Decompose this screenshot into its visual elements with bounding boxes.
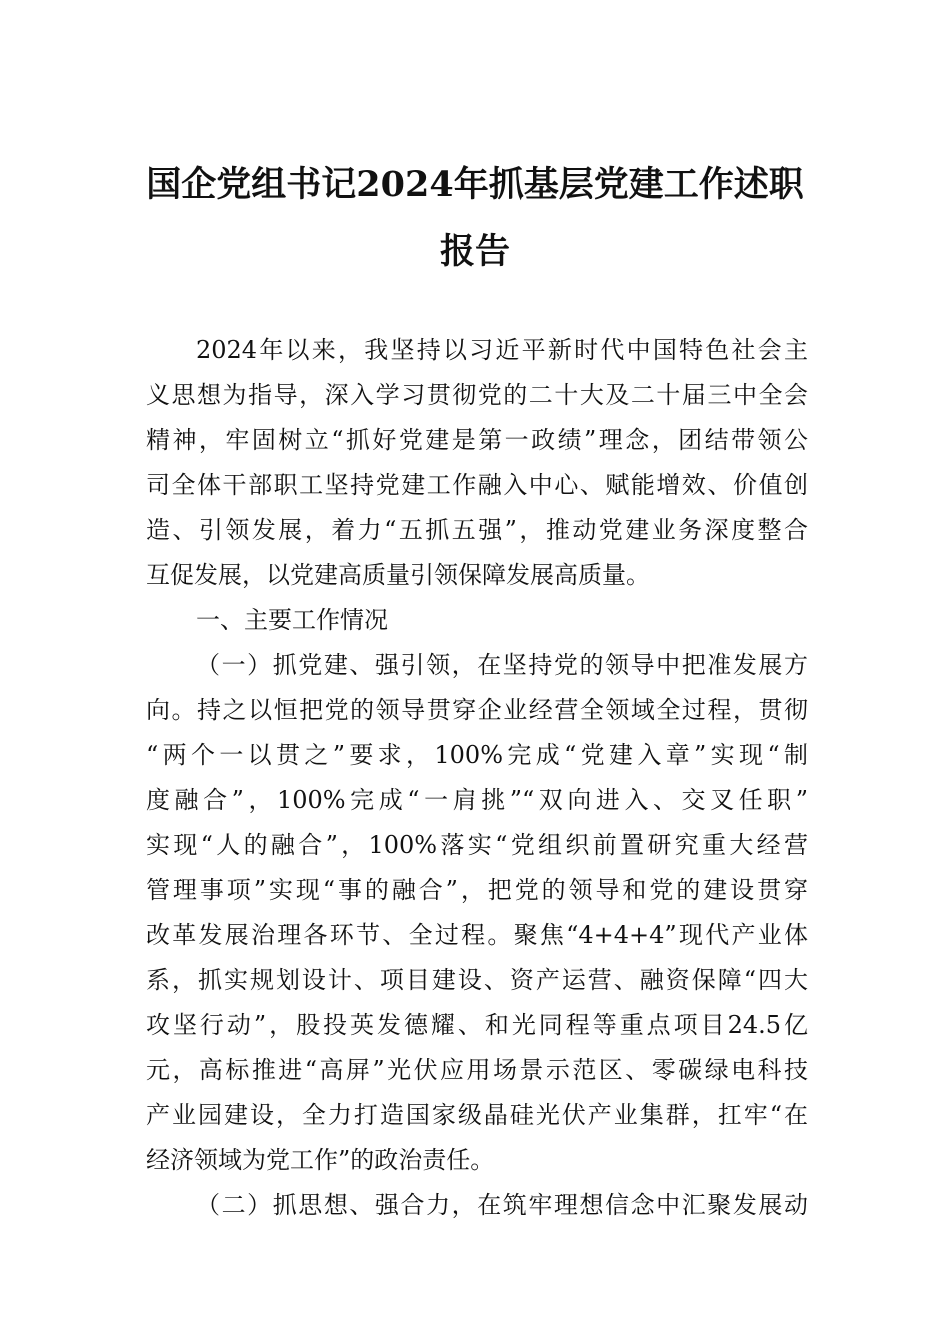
document-title-line-1: 国企党组书记2024年抓基层党建工作述职 [146,164,804,205]
subsection-1-line: 产业园建设，全力打造国家级晶硅光伏产业集群，扛牢“在 [146,1101,808,1129]
subsection-1-line: （一）抓党建、强引领，在坚持党的领导中把准发展方 [196,651,808,679]
subsection-1-line: 攻坚行动”，股投英发德耀、和光同程等重点项目24.5亿 [146,1011,808,1039]
intro-paragraph-line: 精神，牢固树立“抓好党建是第一政绩”理念，团结带领公 [146,426,808,454]
subsection-1-line: 经济领域为党工作”的政治责任。 [146,1146,495,1174]
section-heading: 一、主要工作情况 [196,606,388,634]
subsection-1-line: 度融合”，100%完成“一肩挑”“双向进入、交叉任职” [146,786,808,814]
subsection-2-line: （二）抓思想、强合力，在筑牢理想信念中汇聚发展动 [196,1191,808,1219]
intro-paragraph-line: 义思想为指导，深入学习贯彻党的二十大及二十届三中全会 [146,381,808,409]
subsection-1-line: 元，高标推进“高屏”光伏应用场景示范区、零碳绿电科技 [146,1056,808,1084]
subsection-1-line: 改革发展治理各环节、全过程。聚焦“4+4+4”现代产业体 [146,921,808,949]
subsection-1-line: “两个一以贯之”要求，100%完成“党建入章”实现“制 [146,741,808,769]
intro-paragraph-line: 2024年以来，我坚持以习近平新时代中国特色社会主 [196,336,808,364]
subsection-1-line: 系，抓实规划设计、项目建设、资产运营、融资保障“四大 [146,966,808,994]
document-title-line-2: 报告 [439,231,510,272]
subsection-1-line: 向。持之以恒把党的领导贯穿企业经营全领域全过程，贯彻 [146,696,808,724]
subsection-1-line: 管理事项”实现“事的融合”，把党的领导和党的建设贯穿 [146,876,808,904]
subsection-1-line: 实现“人的融合”，100%落实“党组织前置研究重大经营 [146,831,808,859]
intro-paragraph-line: 互促发展，以党建高质量引领保障发展高质量。 [146,561,650,589]
intro-paragraph-line: 造、引领发展，着力“五抓五强”，推动党建业务深度整合 [146,516,808,544]
intro-paragraph-line: 司全体干部职工坚持党建工作融入中心、赋能增效、价值创 [146,471,808,499]
